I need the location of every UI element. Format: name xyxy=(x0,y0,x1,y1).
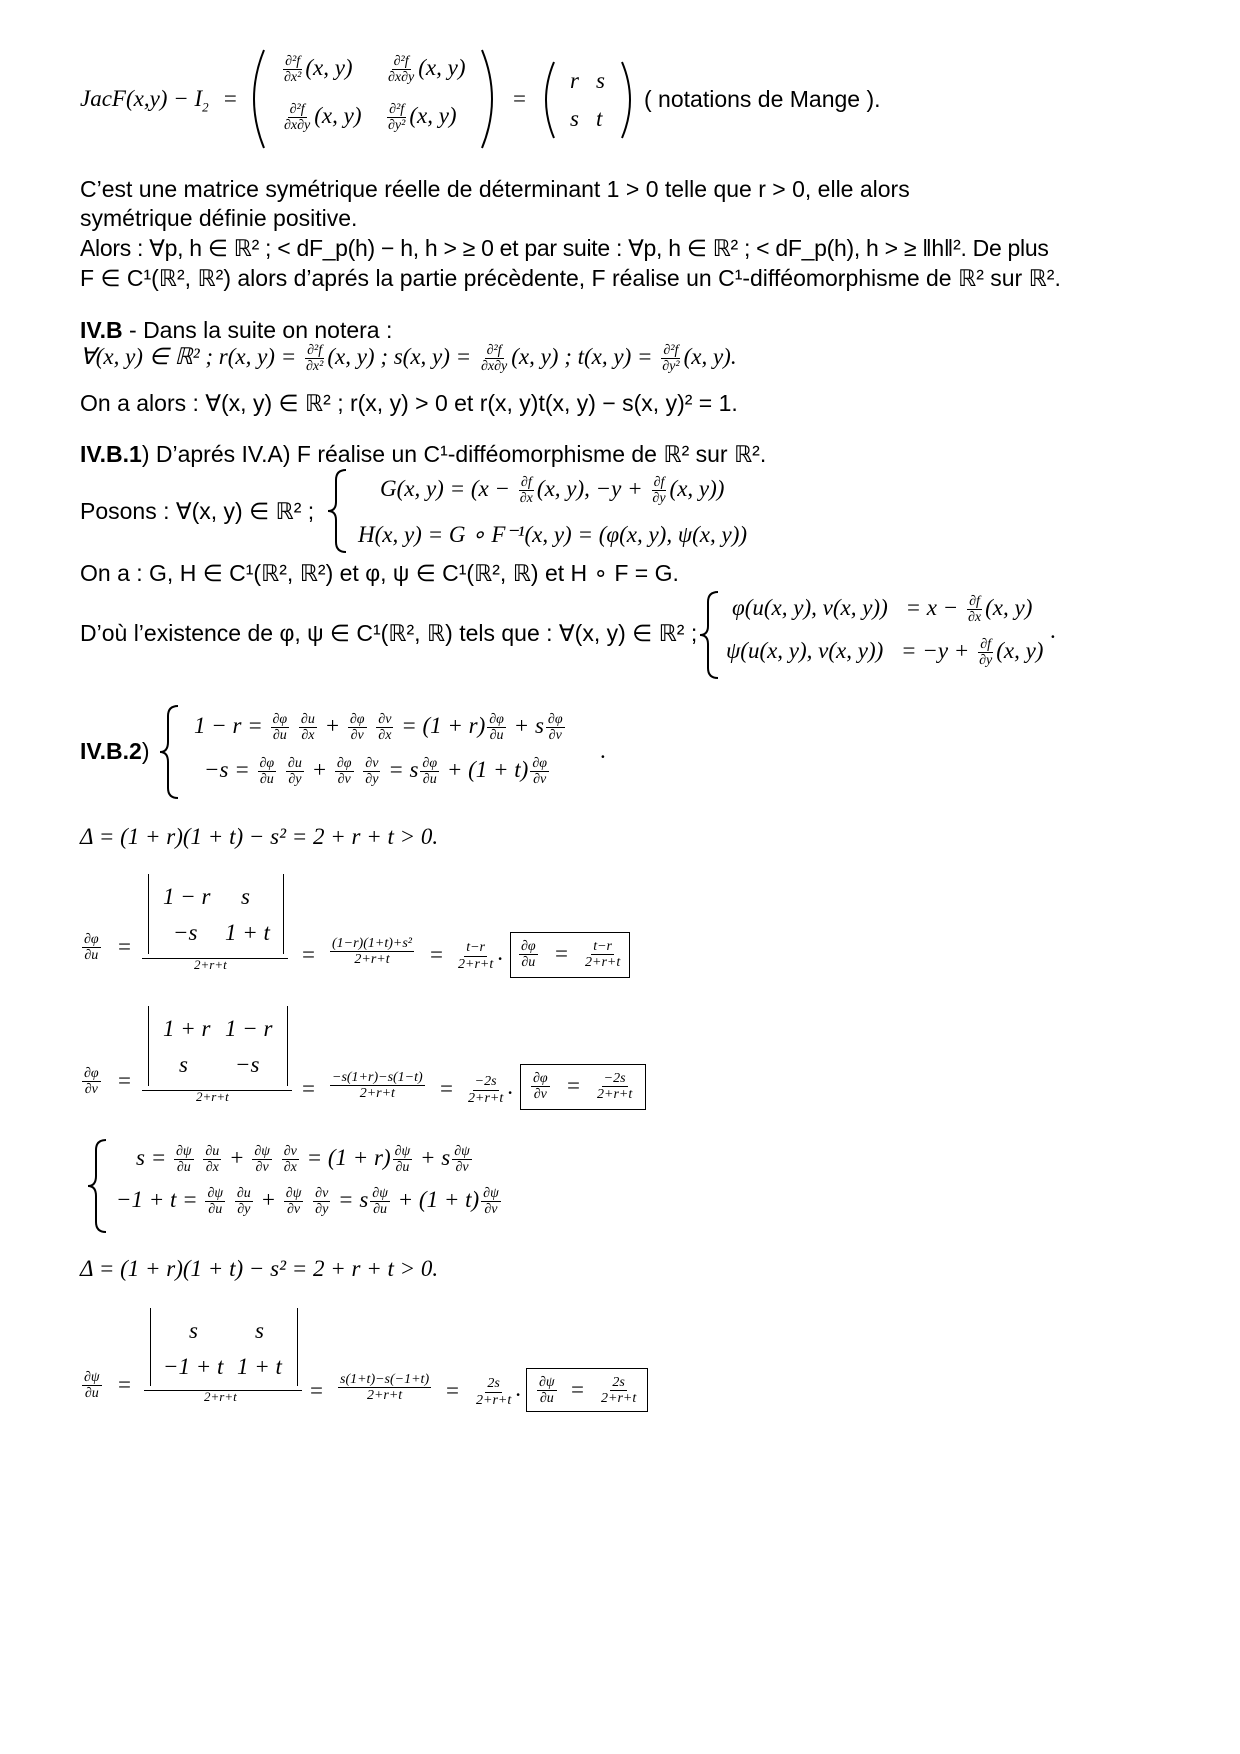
period: . xyxy=(1050,618,1056,643)
determinant: 1 + r 1 − r s −s xyxy=(148,1006,288,1086)
hessian-matrix: $\frac{\text{∂²f}}{\text{∂x²}}$ (x, y) $\frac{\text{∂²f}}{\partial x\partial y}$ (x, y) $\frac{\text{∂²f}}{\partial x\partial y}$ (x, y) $\frac{\text{∂²f}}{\text{∂y²}}$ (x, y) xyxy=(244,46,502,152)
dpsi-du-block: $\frac{\partial\psi}{\partial u}$ = s s −1 + t 1 + t 2+r+t = $\frac{s(1+t)-s(-1+t)}{2+r+t}$ = $\frac{2s}{2+r+t}$ . $\frac{\partial\psi}{\partial u}$ = $\frac{2s}{2+r+t}$ xyxy=(80,1304,660,1414)
period: . xyxy=(600,738,606,763)
ivb2-heading: IV.B.2) xyxy=(80,738,150,764)
para1-line2: symétrique définie positive. xyxy=(80,205,358,231)
para1-line3: Alors : ∀p, h ∈ ℝ² ; < dF_p(h) − h, h > ≥ 0 et par suite : ∀p, h ∈ ℝ² ; < dF_p(h), h > ≥ ‖h‖². De plus xyxy=(80,235,1049,261)
posons-label: Posons : ∀(x, y) ∈ ℝ² ; xyxy=(80,498,315,524)
result-box: $\frac{\partial\psi}{\partial u}$ = $\frac{2s}{2+r+t}$ xyxy=(526,1368,648,1412)
left-brace-icon xyxy=(158,704,182,800)
left-brace-icon xyxy=(698,590,722,680)
equals: = xyxy=(513,86,526,111)
g-definition: G(x, y) = (x − $\frac{\partial f}{\partial x}$ (x, y), −y + $\frac{\partial f}{\partial y}$ (x, y)) xyxy=(380,475,725,507)
matrix-brackets-icon xyxy=(538,60,638,140)
left-brace-icon xyxy=(86,1138,110,1234)
notation-note: ( notations de Mange ). xyxy=(644,86,881,112)
dphi-du-block: $\frac{\partial\varphi}{\partial u}$ = 1 − r s −s 1 + t 2+r+t = $\frac{\text{(1−r)(1+t)+s²}}{2+r+t}$ = $\frac{t-r}{2+r+t}$ . $\frac{\partial\varphi}{\partial u}$ = $\frac{t-r}{2+r+t}$ xyxy=(80,870,660,980)
section-ivb-title: IV.B - Dans la suite on notera : xyxy=(80,317,393,343)
delta-1: Δ = (1 + r)(1 + t) − s² = 2 + r + t > 0. xyxy=(80,824,439,849)
result-box: $\frac{\partial\varphi}{\partial u}$ = $\frac{t-r}{2+r+t}$ xyxy=(510,932,630,978)
para1-line1: C’est une matrice symétrique réelle de déterminant 1 > 0 telle que r > 0, elle alors xyxy=(80,176,910,202)
h-definition: H(x, y) = G ∘ F⁻¹(x, y) = (φ(x, y), ψ(x, y)) xyxy=(358,522,748,547)
ivb2-eq2: −s = $\frac{\partial\varphi}{\partial u}$ $\frac{\partial u}{\partial y}$ + $\frac{\partial\varphi}{\partial v}$ $\frac{\partial v}{\partial y}$ = s $\frac{\partial\varphi}{\partial u}$ + (1 + t) $\frac{\partial\varphi}{\partial v}$ xyxy=(204,756,548,788)
para1-line4: F ∈ C¹(ℝ², ℝ²) alors d’aprés la partie précèdente, F réalise un C¹-difféomorphisme de ℝ² sur ℝ². xyxy=(80,265,1061,291)
result-box: $\frac{\partial\varphi}{\partial v}$ = $\frac{-2s}{2+r+t}$ xyxy=(520,1064,646,1110)
jacobian-lhs: JacF(x,y) − $I_2$ = xyxy=(80,86,238,115)
dou-line: D’où l’existence de φ, ψ ∈ C¹(ℝ², ℝ) tels que : ∀(x, y) ∈ ℝ² ; xyxy=(80,620,698,646)
rst-matrix: r s s t xyxy=(538,60,638,140)
determinant: 1 − r s −s 1 + t xyxy=(148,874,284,954)
psi-relation: ψ(u(x, y), v(x, y)) = −y + $\frac{\partial f}{\partial y}$ (x, y) xyxy=(726,637,1044,669)
ona-line: On a : G, H ∈ C¹(ℝ², ℝ²) et φ, ψ ∈ C¹(ℝ², ℝ) et H ∘ F = G. xyxy=(80,560,679,586)
left-brace-icon xyxy=(326,468,350,554)
determinant: s s −1 + t 1 + t xyxy=(150,1308,298,1386)
ivb-conditions: On a alors : ∀(x, y) ∈ ℝ² ; r(x, y) > 0 et r(x, y)t(x, y) − s(x, y)² = 1. xyxy=(80,390,738,416)
ivb-notation-line: ∀(x, y) ∈ ℝ² ; r(x, y) = $\frac{\text{∂²f}}{\text{∂x²}}$ (x, y) ; s(x, y) = $\frac{\text{∂²f}}{\partial x\partial y}$ (x, y) ; t(x, y) = $\frac{\text{∂²f}}{\text{∂y²}}$ (x, y). xyxy=(80,343,737,375)
ivb2-eq1: 1 − r = $\frac{\partial\varphi}{\partial u}$ $\frac{\partial u}{\partial x}$ + $\frac{\partial\varphi}{\partial v}$ $\frac{\partial v}{\partial x}$ = (1 + r) $\frac{\partial\varphi}{\partial u}$ + s $\frac{\partial\varphi}{\partial v}$ xyxy=(194,712,563,744)
delta-2: Δ = (1 + r)(1 + t) − s² = 2 + r + t > 0. xyxy=(80,1256,439,1281)
phi-relation: φ(u(x, y), v(x, y)) = x − $\frac{\partial f}{\partial x}$ (x, y) xyxy=(732,594,1033,626)
psi-eq1: s = $\frac{\partial\psi}{\partial u}$ $\frac{\partial u}{\partial x}$ + $\frac{\partial\psi}{\partial v}$ $\frac{\partial v}{\partial x}$ = (1 + r) $\frac{\partial\psi}{\partial u}$ + s $\frac{\partial\psi}{\partial v}$ xyxy=(136,1144,470,1176)
dphi-dv-block: $\frac{\partial\varphi}{\partial v}$ = 1 + r 1 − r s −s 2+r+t = $\frac{-s(1+r)-s(1-t)}{2+r+t}$ = $\frac{-2s}{2+r+t}$ . $\frac{\partial\varphi}{\partial v}$ = $\frac{-2s}{2+r+t}$ xyxy=(80,1004,660,1114)
psi-eq2: −1 + t = $\frac{\partial\psi}{\partial u}$ $\frac{\partial u}{\partial y}$ + $\frac{\partial\psi}{\partial v}$ $\frac{\partial v}{\partial y}$ = s $\frac{\partial\psi}{\partial u}$ + (1 + t) $\frac{\partial\psi}{\partial v}$ xyxy=(116,1186,499,1218)
ivb1-heading: IV.B.1) D’aprés IV.A) F réalise un C¹-difféomorphisme de ℝ² sur ℝ². xyxy=(80,441,767,467)
